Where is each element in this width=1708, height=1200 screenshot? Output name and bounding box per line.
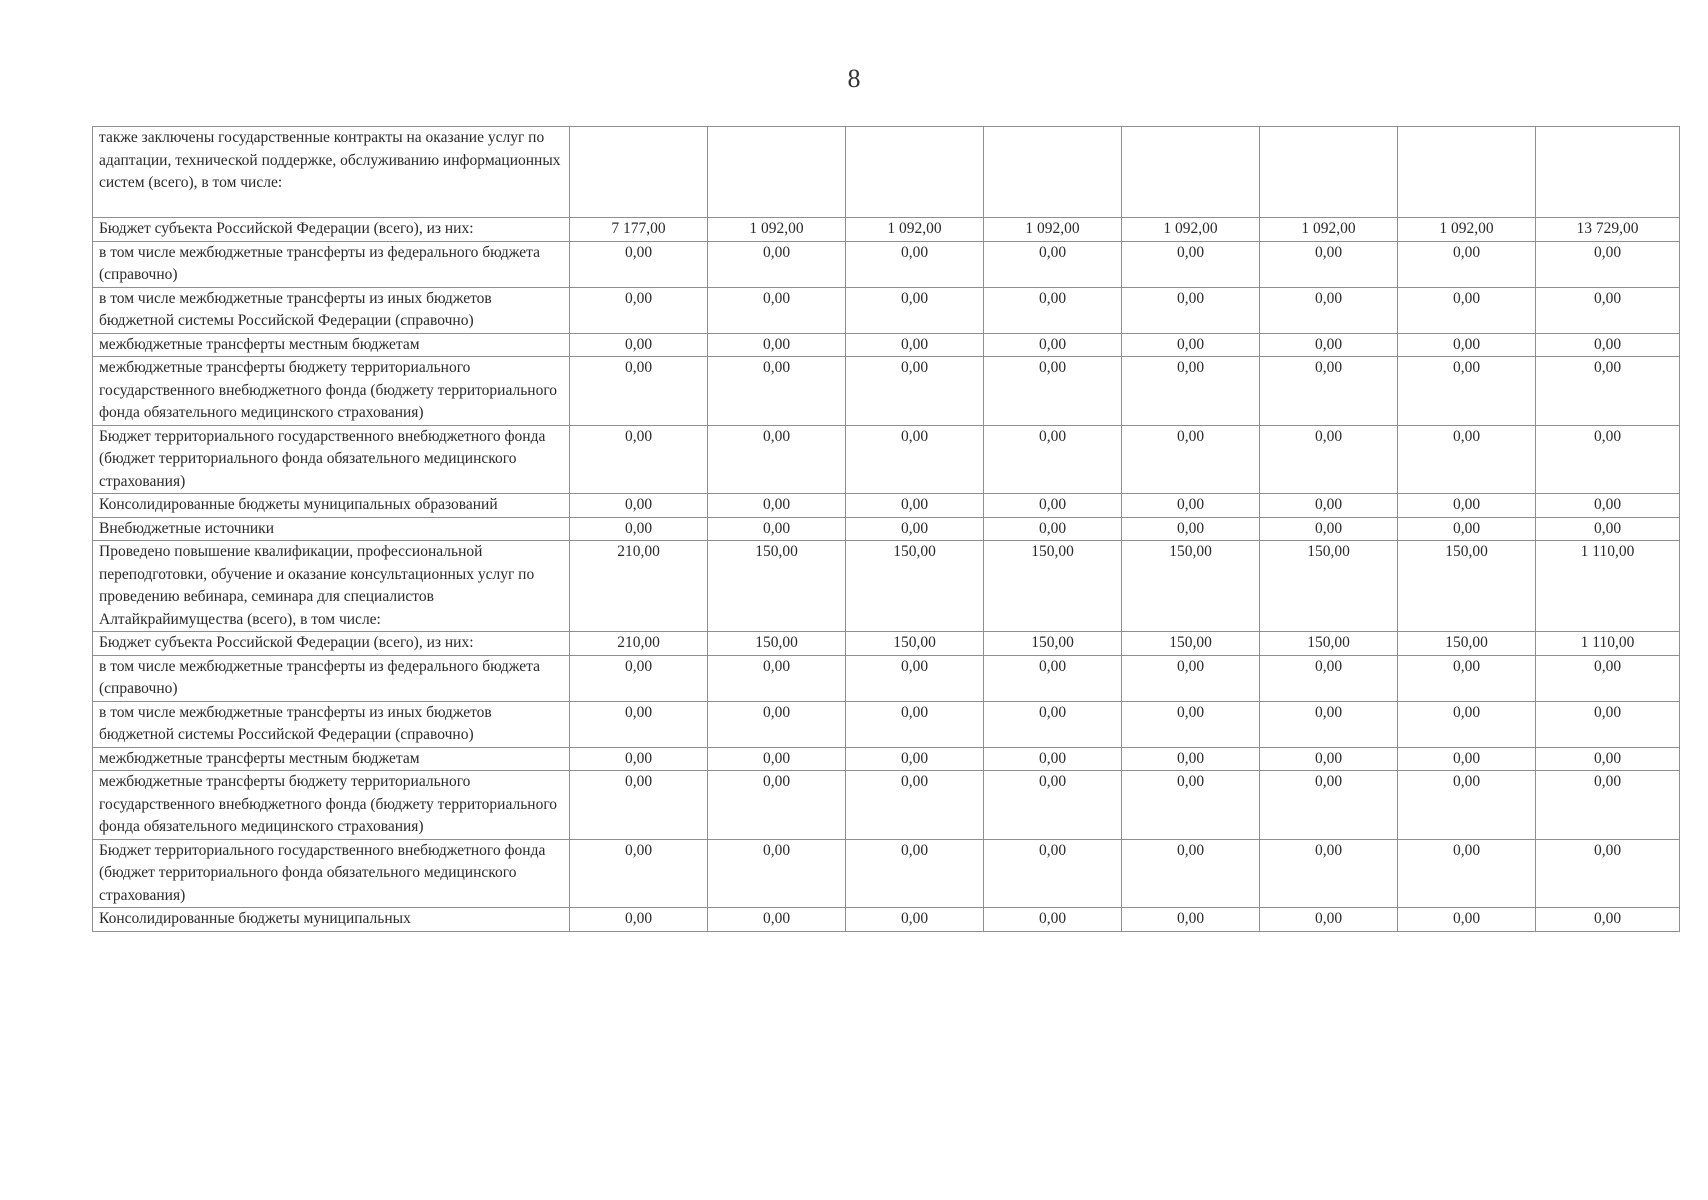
value-cell: 150,00 bbox=[1398, 632, 1536, 656]
value-cell: 0,00 bbox=[1260, 655, 1398, 701]
value-cell: 0,00 bbox=[1122, 333, 1260, 357]
value-cell: 0,00 bbox=[1398, 517, 1536, 541]
row-label: межбюджетные трансферты бюджету территориального государственного внебюджетного фонда (бюджету территориального фонда обязательного медицинского страхования) bbox=[93, 357, 570, 426]
value-cell: 150,00 bbox=[984, 541, 1122, 632]
value-cell: 0,00 bbox=[1122, 839, 1260, 908]
value-cell: 0,00 bbox=[570, 655, 708, 701]
total-cell: 0,00 bbox=[1536, 771, 1680, 840]
row-label: также заключены государственные контракты на оказание услуг по адаптации, технической поддержке, обслуживанию информационных систем (всего), в том числе: bbox=[93, 127, 570, 218]
value-cell: 0,00 bbox=[846, 517, 984, 541]
value-cell: 0,00 bbox=[1122, 357, 1260, 426]
total-cell: 1 110,00 bbox=[1536, 541, 1680, 632]
table-row bbox=[93, 241, 1680, 287]
budget-table bbox=[92, 126, 1680, 932]
value-cell: 0,00 bbox=[708, 333, 846, 357]
value-cell: 0,00 bbox=[1398, 655, 1536, 701]
value-cell: 0,00 bbox=[984, 425, 1122, 494]
page-number: 8 bbox=[847, 64, 861, 93]
value-cell bbox=[570, 127, 708, 218]
value-cell: 0,00 bbox=[984, 287, 1122, 333]
value-cell: 1 092,00 bbox=[708, 218, 846, 242]
value-cell: 0,00 bbox=[984, 517, 1122, 541]
value-cell: 0,00 bbox=[984, 494, 1122, 518]
value-cell: 0,00 bbox=[1122, 771, 1260, 840]
value-cell: 0,00 bbox=[846, 357, 984, 426]
value-cell: 0,00 bbox=[984, 655, 1122, 701]
table-row bbox=[93, 357, 1680, 426]
value-cell: 0,00 bbox=[1122, 425, 1260, 494]
row-label: в том числе межбюджетные трансферты из федерального бюджета (справочно) bbox=[93, 655, 570, 701]
value-cell: 0,00 bbox=[984, 839, 1122, 908]
value-cell: 0,00 bbox=[1398, 494, 1536, 518]
row-label: межбюджетные трансферты местным бюджетам bbox=[93, 333, 570, 357]
value-cell: 0,00 bbox=[570, 494, 708, 518]
value-cell: 0,00 bbox=[1260, 701, 1398, 747]
value-cell: 0,00 bbox=[708, 287, 846, 333]
table-row bbox=[93, 333, 1680, 357]
value-cell: 150,00 bbox=[1398, 541, 1536, 632]
value-cell: 0,00 bbox=[1398, 287, 1536, 333]
value-cell: 0,00 bbox=[570, 747, 708, 771]
value-cell: 0,00 bbox=[1122, 747, 1260, 771]
value-cell: 0,00 bbox=[846, 333, 984, 357]
value-cell: 0,00 bbox=[846, 701, 984, 747]
value-cell: 0,00 bbox=[1122, 655, 1260, 701]
table-row bbox=[93, 771, 1680, 840]
table-body bbox=[93, 127, 1680, 932]
total-cell: 0,00 bbox=[1536, 494, 1680, 518]
value-cell bbox=[846, 127, 984, 218]
total-cell: 0,00 bbox=[1536, 517, 1680, 541]
table-row bbox=[93, 127, 1680, 218]
value-cell: 0,00 bbox=[846, 908, 984, 932]
total-cell: 13 729,00 bbox=[1536, 218, 1680, 242]
value-cell: 0,00 bbox=[570, 241, 708, 287]
row-label: Проведено повышение квалификации, профессиональной переподготовки, обучение и оказание консультационных услуг по проведению вебинара, семинара для специалистов Алтайкрайимущества (всего), в том числе: bbox=[93, 541, 570, 632]
value-cell bbox=[1122, 127, 1260, 218]
total-cell: 0,00 bbox=[1536, 333, 1680, 357]
value-cell: 150,00 bbox=[1260, 632, 1398, 656]
value-cell: 0,00 bbox=[1122, 241, 1260, 287]
value-cell: 1 092,00 bbox=[1398, 218, 1536, 242]
value-cell: 0,00 bbox=[1122, 517, 1260, 541]
row-label: Бюджет субъекта Российской Федерации (всего), из них: bbox=[93, 218, 570, 242]
value-cell: 0,00 bbox=[1398, 839, 1536, 908]
value-cell: 0,00 bbox=[1260, 839, 1398, 908]
total-cell: 0,00 bbox=[1536, 425, 1680, 494]
value-cell: 0,00 bbox=[1122, 908, 1260, 932]
value-cell: 0,00 bbox=[1398, 333, 1536, 357]
value-cell: 0,00 bbox=[570, 771, 708, 840]
table-row bbox=[93, 655, 1680, 701]
value-cell: 150,00 bbox=[846, 541, 984, 632]
row-label: в том числе межбюджетные трансферты из иных бюджетов бюджетной системы Российской Федерации (справочно) bbox=[93, 287, 570, 333]
table-row bbox=[93, 425, 1680, 494]
value-cell bbox=[1260, 127, 1398, 218]
row-label: Внебюджетные источники bbox=[93, 517, 570, 541]
total-cell: 1 110,00 bbox=[1536, 632, 1680, 656]
value-cell: 0,00 bbox=[1398, 425, 1536, 494]
value-cell: 0,00 bbox=[1260, 333, 1398, 357]
value-cell: 0,00 bbox=[1260, 357, 1398, 426]
value-cell: 0,00 bbox=[984, 333, 1122, 357]
value-cell: 0,00 bbox=[1122, 494, 1260, 518]
value-cell: 0,00 bbox=[1398, 747, 1536, 771]
value-cell: 0,00 bbox=[984, 747, 1122, 771]
value-cell: 0,00 bbox=[1260, 425, 1398, 494]
value-cell: 0,00 bbox=[708, 839, 846, 908]
row-label: Консолидированные бюджеты муниципальных bbox=[93, 908, 570, 932]
value-cell: 0,00 bbox=[846, 747, 984, 771]
value-cell: 0,00 bbox=[570, 287, 708, 333]
value-cell: 0,00 bbox=[1260, 517, 1398, 541]
value-cell: 0,00 bbox=[984, 701, 1122, 747]
value-cell: 0,00 bbox=[846, 655, 984, 701]
value-cell: 0,00 bbox=[708, 517, 846, 541]
value-cell: 210,00 bbox=[570, 541, 708, 632]
value-cell bbox=[708, 127, 846, 218]
value-cell: 0,00 bbox=[984, 908, 1122, 932]
value-cell: 0,00 bbox=[1260, 747, 1398, 771]
value-cell: 150,00 bbox=[708, 632, 846, 656]
total-cell: 0,00 bbox=[1536, 241, 1680, 287]
total-cell bbox=[1536, 127, 1680, 218]
table-row bbox=[93, 541, 1680, 632]
value-cell: 0,00 bbox=[708, 494, 846, 518]
value-cell: 1 092,00 bbox=[846, 218, 984, 242]
row-label: в том числе межбюджетные трансферты из иных бюджетов бюджетной системы Российской Федерации (справочно) bbox=[93, 701, 570, 747]
value-cell: 0,00 bbox=[1260, 494, 1398, 518]
value-cell: 0,00 bbox=[1398, 701, 1536, 747]
value-cell: 0,00 bbox=[570, 908, 708, 932]
value-cell: 210,00 bbox=[570, 632, 708, 656]
value-cell bbox=[1398, 127, 1536, 218]
value-cell: 0,00 bbox=[570, 839, 708, 908]
row-label: Бюджет территориального государственного внебюджетного фонда (бюджет территориального фонда обязательного медицинского страхования) bbox=[93, 839, 570, 908]
table-row bbox=[93, 839, 1680, 908]
row-label: в том числе межбюджетные трансферты из федерального бюджета (справочно) bbox=[93, 241, 570, 287]
value-cell: 0,00 bbox=[708, 747, 846, 771]
row-label: межбюджетные трансферты бюджету территориального государственного внебюджетного фонда (бюджету территориального фонда обязательного медицинского страхования) bbox=[93, 771, 570, 840]
value-cell: 0,00 bbox=[708, 771, 846, 840]
value-cell: 0,00 bbox=[570, 701, 708, 747]
table-row bbox=[93, 747, 1680, 771]
value-cell: 0,00 bbox=[570, 425, 708, 494]
row-label: Бюджет субъекта Российской Федерации (всего), из них: bbox=[93, 632, 570, 656]
table-row bbox=[93, 908, 1680, 932]
total-cell: 0,00 bbox=[1536, 839, 1680, 908]
row-label: межбюджетные трансферты местным бюджетам bbox=[93, 747, 570, 771]
value-cell: 0,00 bbox=[1260, 771, 1398, 840]
value-cell: 0,00 bbox=[846, 425, 984, 494]
value-cell: 0,00 bbox=[708, 357, 846, 426]
value-cell: 1 092,00 bbox=[1260, 218, 1398, 242]
value-cell: 0,00 bbox=[846, 494, 984, 518]
value-cell: 7 177,00 bbox=[570, 218, 708, 242]
row-label: Бюджет территориального государственного внебюджетного фонда (бюджет территориального фонда обязательного медицинского страхования) bbox=[93, 425, 570, 494]
value-cell: 150,00 bbox=[984, 632, 1122, 656]
value-cell: 0,00 bbox=[846, 771, 984, 840]
value-cell: 1 092,00 bbox=[1122, 218, 1260, 242]
table-row bbox=[93, 218, 1680, 242]
table-row bbox=[93, 632, 1680, 656]
value-cell: 0,00 bbox=[708, 701, 846, 747]
value-cell bbox=[984, 127, 1122, 218]
value-cell: 0,00 bbox=[1260, 908, 1398, 932]
total-cell: 0,00 bbox=[1536, 357, 1680, 426]
total-cell: 0,00 bbox=[1536, 287, 1680, 333]
total-cell: 0,00 bbox=[1536, 747, 1680, 771]
value-cell: 0,00 bbox=[708, 425, 846, 494]
value-cell: 0,00 bbox=[846, 839, 984, 908]
total-cell: 0,00 bbox=[1536, 655, 1680, 701]
table-row bbox=[93, 494, 1680, 518]
value-cell: 150,00 bbox=[1122, 541, 1260, 632]
value-cell: 0,00 bbox=[1122, 287, 1260, 333]
value-cell: 0,00 bbox=[1260, 287, 1398, 333]
total-cell: 0,00 bbox=[1536, 701, 1680, 747]
value-cell: 0,00 bbox=[846, 241, 984, 287]
table-row bbox=[93, 517, 1680, 541]
value-cell: 0,00 bbox=[1398, 241, 1536, 287]
value-cell: 0,00 bbox=[846, 287, 984, 333]
value-cell: 0,00 bbox=[708, 655, 846, 701]
value-cell: 0,00 bbox=[1398, 908, 1536, 932]
value-cell: 0,00 bbox=[1122, 701, 1260, 747]
value-cell: 1 092,00 bbox=[984, 218, 1122, 242]
value-cell: 0,00 bbox=[1398, 357, 1536, 426]
value-cell: 0,00 bbox=[708, 908, 846, 932]
value-cell: 0,00 bbox=[570, 333, 708, 357]
row-label: Консолидированные бюджеты муниципальных образований bbox=[93, 494, 570, 518]
value-cell: 0,00 bbox=[984, 771, 1122, 840]
value-cell: 0,00 bbox=[570, 517, 708, 541]
value-cell: 0,00 bbox=[570, 357, 708, 426]
value-cell: 150,00 bbox=[846, 632, 984, 656]
value-cell: 0,00 bbox=[708, 241, 846, 287]
value-cell: 150,00 bbox=[1260, 541, 1398, 632]
table-row bbox=[93, 701, 1680, 747]
value-cell: 0,00 bbox=[1398, 771, 1536, 840]
value-cell: 0,00 bbox=[984, 357, 1122, 426]
total-cell: 0,00 bbox=[1536, 908, 1680, 932]
table-row bbox=[93, 287, 1680, 333]
value-cell: 0,00 bbox=[984, 241, 1122, 287]
value-cell: 150,00 bbox=[1122, 632, 1260, 656]
value-cell: 0,00 bbox=[1260, 241, 1398, 287]
value-cell: 150,00 bbox=[708, 541, 846, 632]
